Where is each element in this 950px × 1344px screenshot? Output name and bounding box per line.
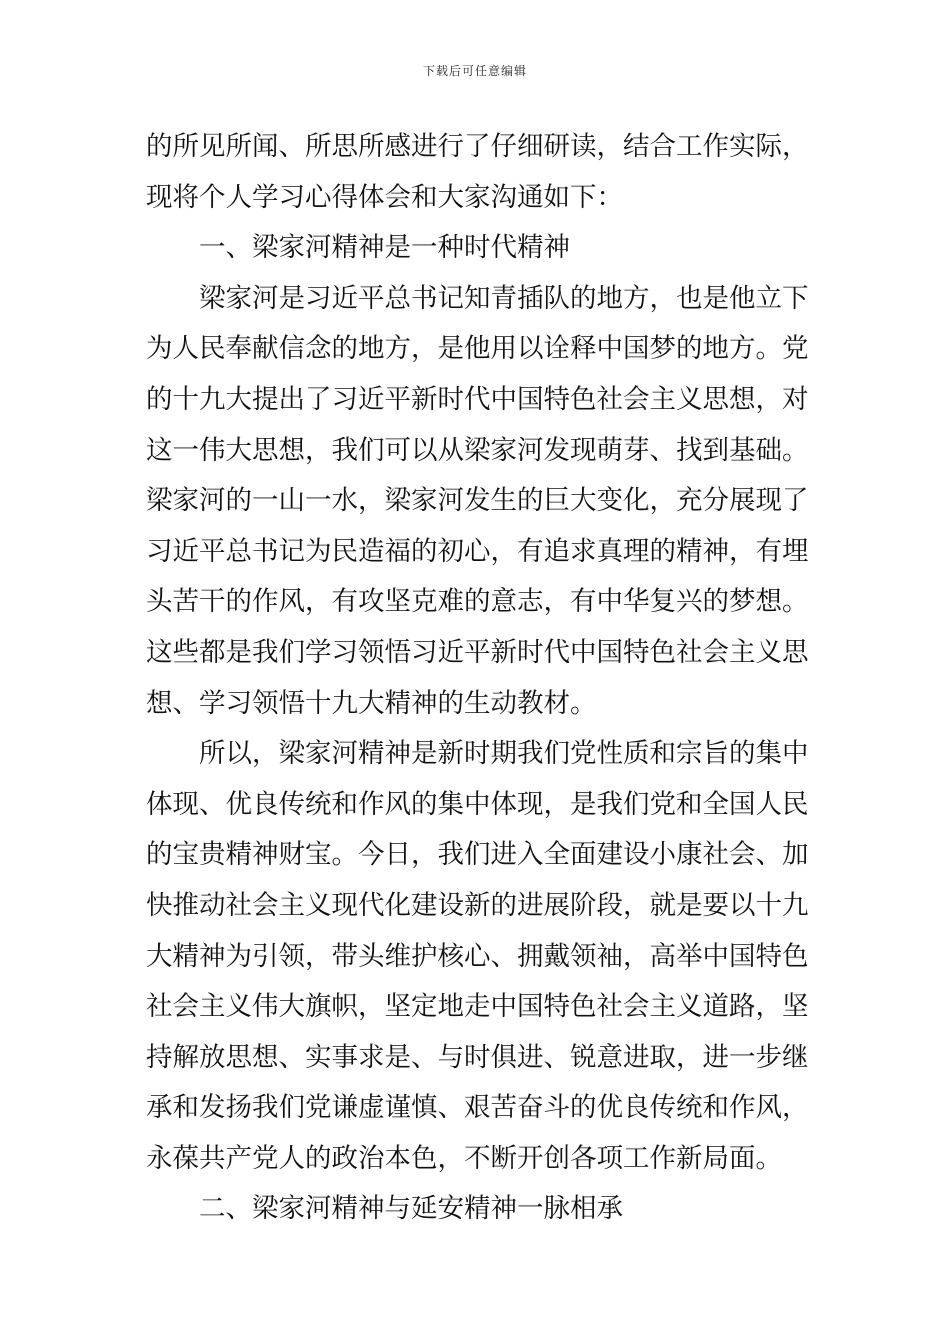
text-line: 为人民奉献信念的地方，是他用以诠释中国梦的地方。党 xyxy=(146,333,809,365)
text-line: 持解放思想、实事求是、与时俱进、锐意进取，进一步继 xyxy=(146,1041,809,1073)
text-line: 习近平总书记为民造福的初心，有追求真理的精神，有埋 xyxy=(146,535,809,567)
paragraph-start: 所以，梁家河精神是新时期我们党性质和宗旨的集中 xyxy=(199,738,809,770)
text-line: 这些都是我们学习领悟习近平新时代中国特色社会主义思 xyxy=(146,636,809,668)
text-line: 这一伟大思想，我们可以从梁家河发现萌芽、找到基础。 xyxy=(146,434,809,466)
section-heading-1: 一、梁家河精神是一种时代精神 xyxy=(199,232,570,264)
text-line: 头苦干的作风，有攻坚克难的意志，有中华复兴的梦想。 xyxy=(146,586,809,618)
text-line: 快推动社会主义现代化建设新的进展阶段，就是要以十九 xyxy=(146,889,809,921)
text-line: 现将个人学习心得体会和大家沟通如下： xyxy=(146,181,623,213)
text-line: 承和发扬我们党谦虚谨慎、艰苦奋斗的优良传统和作风， xyxy=(146,1092,809,1124)
text-line: 的所见所闻、所思所感进行了仔细研读，结合工作实际， xyxy=(146,131,809,162)
text-line: 梁家河的一山一水，梁家河发生的巨大变化，充分展现了 xyxy=(146,485,809,517)
document-body xyxy=(146,122,808,1235)
text-line: 的十九大提出了习近平新时代中国特色社会主义思想，对 xyxy=(146,383,809,415)
page-header-note: 下载后可任意编辑 xyxy=(422,64,527,78)
paragraph-start: 梁家河是习近平总书记知青插队的地方，也是他立下 xyxy=(199,282,809,314)
text-line: 永葆共产党人的政治本色，不断开创各项工作新局面。 xyxy=(146,1142,782,1174)
text-line: 社会主义伟大旗帜，坚定地走中国特色社会主义道路，坚 xyxy=(146,991,809,1023)
text-line: 大精神为引领，带头维护核心、拥戴领袖，高举中国特色 xyxy=(146,940,809,972)
section-heading-2: 二、梁家河精神与延安精神一脉相承 xyxy=(199,1193,623,1225)
text-line: 想、学习领悟十九大精神的生动教材。 xyxy=(146,687,597,719)
text-line: 体现、优良传统和作风的集中体现，是我们党和全国人民 xyxy=(146,788,809,820)
text-line: 的宝贵精神财宝。今日，我们进入全面建设小康社会、加 xyxy=(146,839,809,871)
